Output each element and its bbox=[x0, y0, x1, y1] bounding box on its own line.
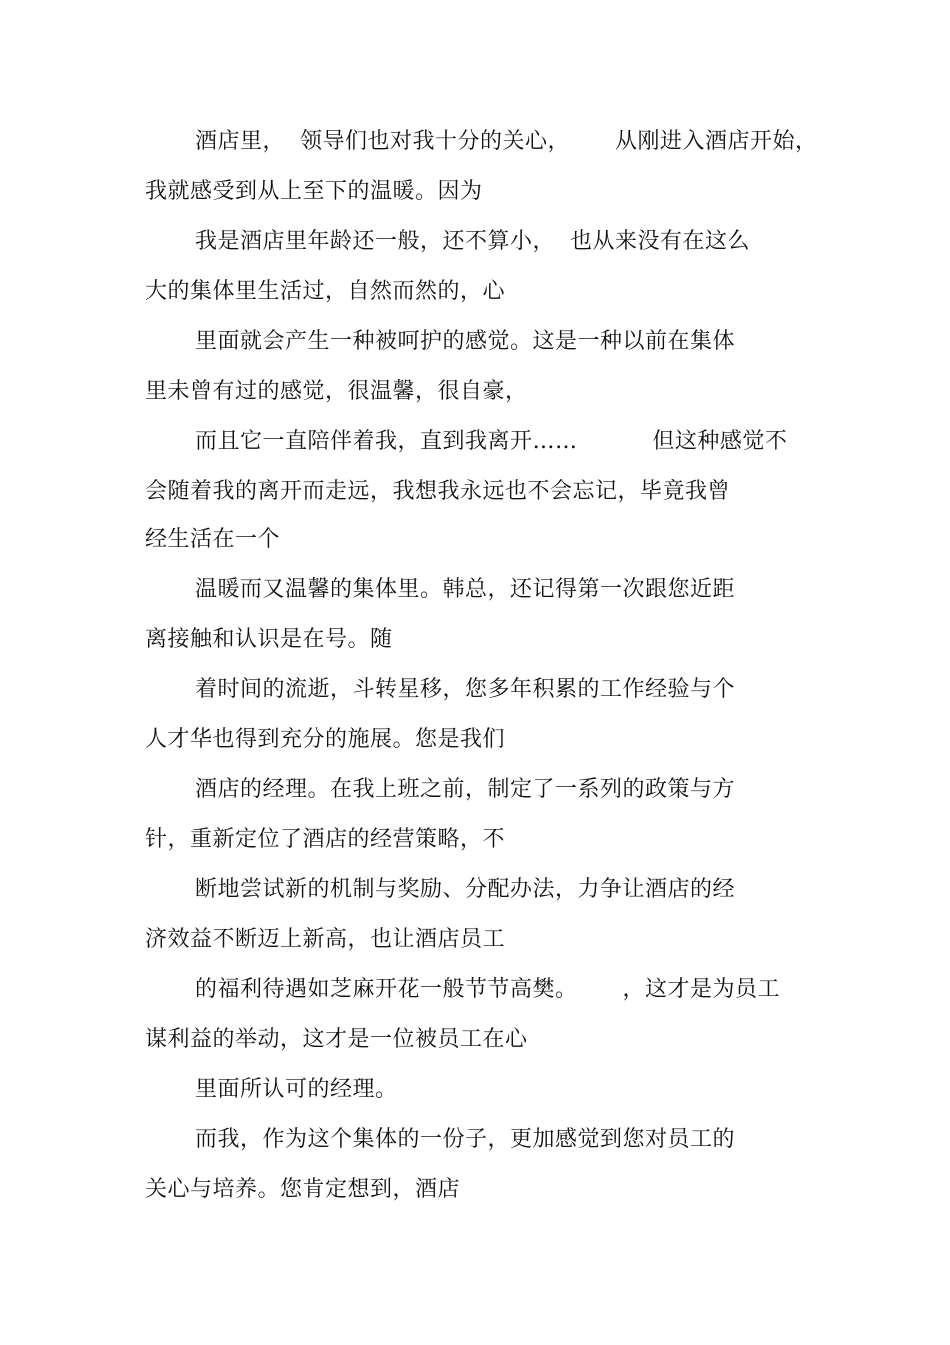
paragraph-9-line-2: 谋利益的举动，这才是一位被员工在心 bbox=[145, 1027, 528, 1052]
paragraph-3-line-1: 里面就会产生一种被呵护的感觉。这是一种以前在集体 bbox=[195, 329, 736, 354]
paragraph-6-line-2: 人才华也得到充分的施展。您是我们 bbox=[145, 727, 506, 752]
paragraph-2-line-2: 大的集体里生活过，自然而然的，心 bbox=[145, 279, 506, 304]
paragraph-9-line-1: 的福利待遇如芝麻开花一般节节高樊。 ，这才是为员工 bbox=[195, 977, 780, 1002]
paragraph-11-line-2: 关心与培养。您肯定想到，酒店 bbox=[145, 1177, 461, 1202]
paragraph-8-line-2: 济效益不断迈上新高，也让酒店员工 bbox=[145, 927, 506, 952]
paragraph-7-line-2: 针，重新定位了酒店的经营策略，不 bbox=[145, 827, 506, 852]
paragraph-4-line-2: 会随着我的离开而走远，我想我永远也不会忘记，毕竟我曾 bbox=[145, 479, 731, 504]
paragraph-6-line-1: 着时间的流逝，斗转星移，您多年积累的工作经验与个 bbox=[195, 677, 736, 702]
paragraph-4-line-3: 经生活在一个 bbox=[145, 527, 281, 552]
paragraph-11-line-1: 而我，作为这个集体的一份子，更加感觉到您对员工的 bbox=[195, 1127, 736, 1152]
paragraph-5-line-2: 离接触和认识是在号。随 bbox=[145, 627, 393, 652]
paragraph-1-line-2: 我就感受到从上至下的温暖。因为 bbox=[145, 179, 483, 204]
paragraph-2-line-1: 我是酒店里年龄还一般，还不算小， 也从来没有在这么 bbox=[195, 229, 750, 254]
paragraph-3-line-2: 里未曾有过的感觉，很温馨，很自豪， bbox=[145, 379, 528, 404]
paragraph-10-line-1: 里面所认可的经理。 bbox=[195, 1077, 398, 1102]
paragraph-1-line-1: 酒店里， 领导们也对我十分的关心， 从刚进入酒店开始， bbox=[195, 129, 818, 154]
paragraph-5-line-1: 温暖而又温馨的集体里。韩总，还记得第一次跟您近距 bbox=[195, 577, 736, 602]
paragraph-7-line-1: 酒店的经理。在我上班之前，制定了一系列的政策与方 bbox=[195, 777, 736, 802]
paragraph-8-line-1: 断地尝试新的机制与奖励、分配办法，力争让酒店的经 bbox=[195, 877, 736, 902]
paragraph-4-line-1: 而且它一直陪伴着我，直到我离开…… 但这种感觉不 bbox=[195, 429, 788, 454]
